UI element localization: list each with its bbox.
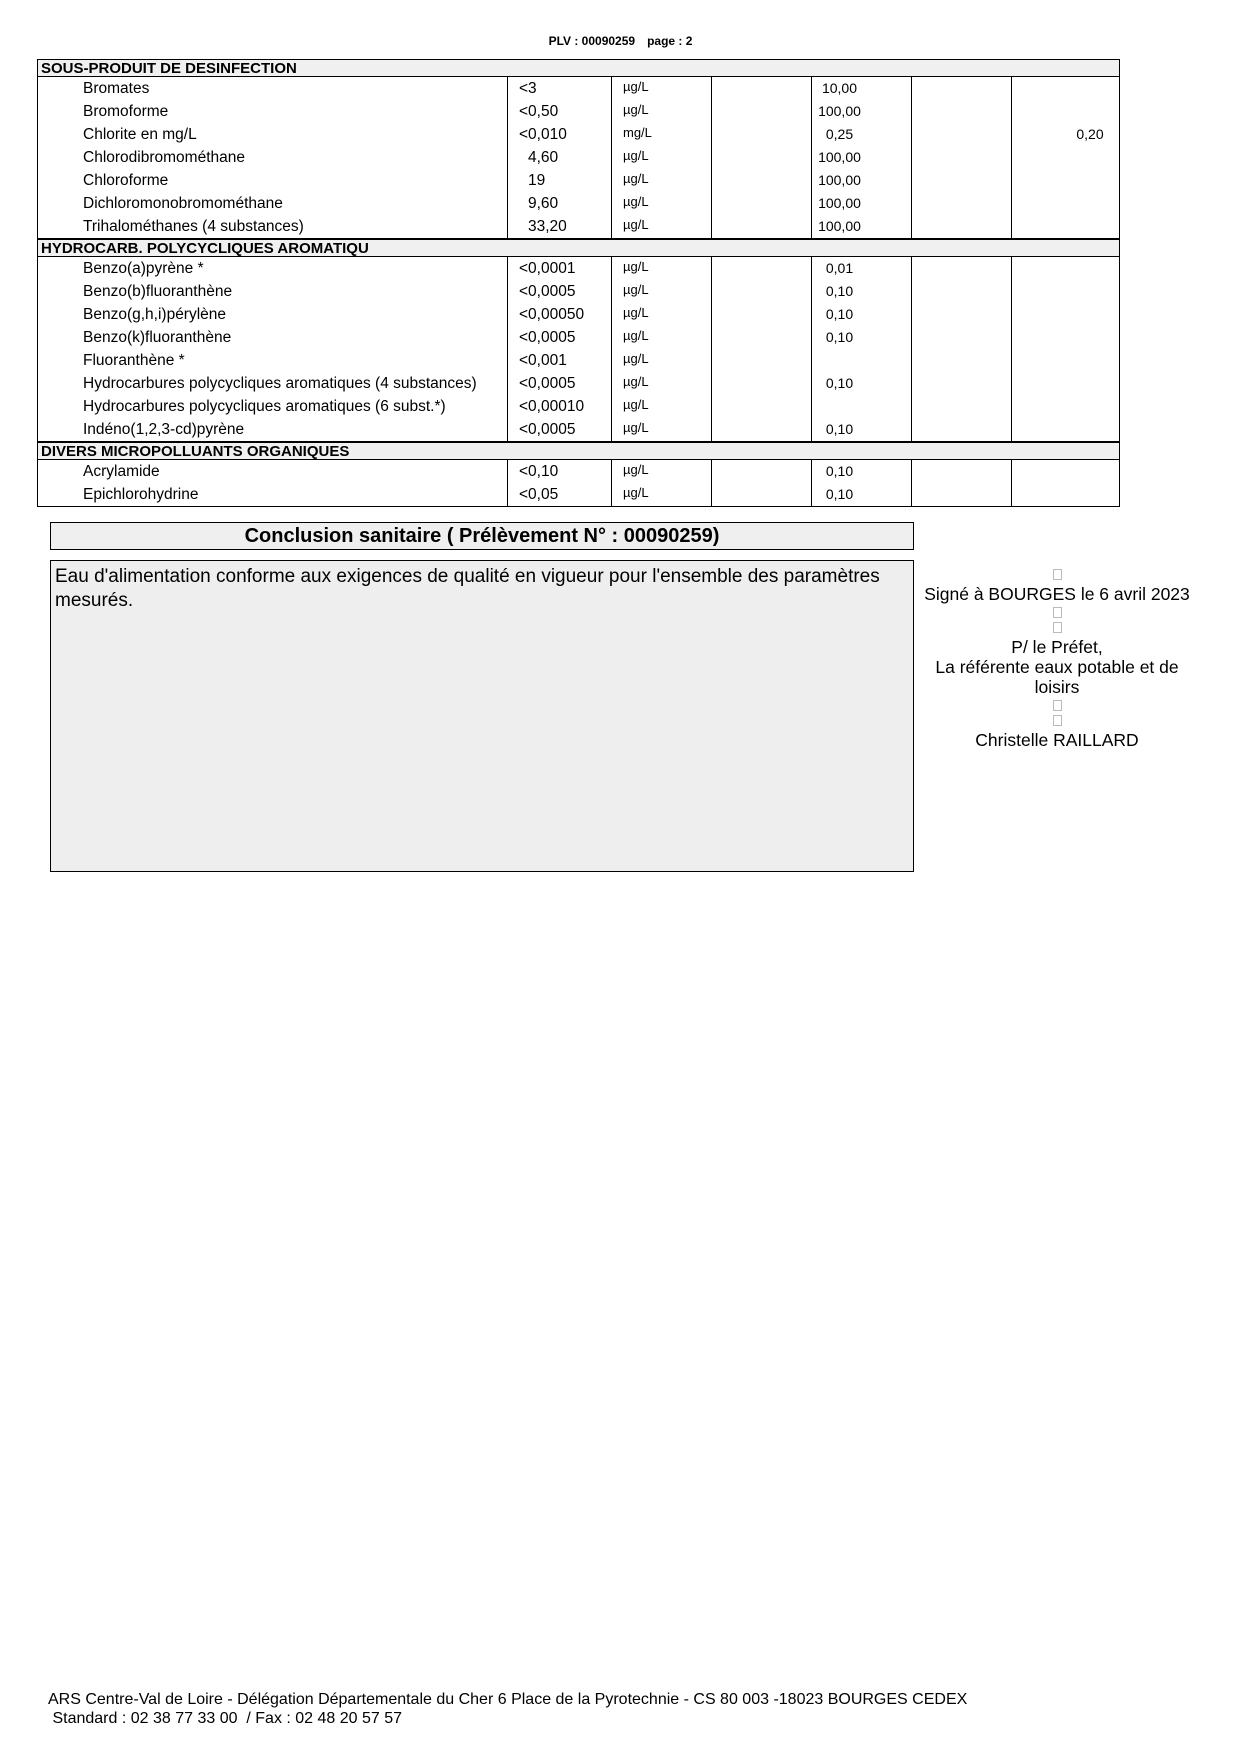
section-rows xyxy=(37,77,1120,239)
result-value: <0,00050 xyxy=(519,306,585,323)
result-value: <0,50 xyxy=(519,103,559,120)
result-value: <0,010 xyxy=(519,126,567,143)
placeholder-glyph-icon xyxy=(1053,700,1062,711)
footer-contact: Standard : 02 38 77 33 00 / Fax : 02 48 20 57 57 xyxy=(48,1710,403,1727)
table-row xyxy=(38,303,1119,326)
signature-for: P/ le Préfet, xyxy=(1011,637,1103,657)
conclusion-title: Conclusion sanitaire ( Prélèvement N° : 00090259) xyxy=(50,522,914,550)
table-row xyxy=(38,372,1119,395)
table-row xyxy=(38,280,1119,303)
quality-limit: 100,00 xyxy=(818,103,861,119)
quality-limit: 0,10 xyxy=(825,486,854,502)
quality-limit: 0,10 xyxy=(825,463,854,479)
quality-limit: 10,00 xyxy=(821,80,858,96)
placeholder-glyph-icon xyxy=(1053,715,1062,726)
result-value: <0,0001 xyxy=(519,260,576,277)
unit: µg/L xyxy=(623,102,649,117)
result-value: <0,10 xyxy=(519,463,559,480)
quality-limit: 0,01 xyxy=(825,260,854,276)
table-row xyxy=(38,257,1119,280)
plv-number: PLV : 00090259 xyxy=(548,34,636,48)
table-row xyxy=(38,215,1119,238)
unit: µg/L xyxy=(623,374,649,389)
table-row xyxy=(38,418,1119,441)
result-value: <0,0005 xyxy=(519,283,576,300)
results-table xyxy=(37,59,1120,507)
parameter-name: Benzo(a)pyrène * xyxy=(83,260,204,277)
signature-role: La référente eaux potable et de loisirs xyxy=(935,657,1179,697)
unit: µg/L xyxy=(623,397,649,412)
page-footer xyxy=(48,1690,967,1728)
result-value: <0,001 xyxy=(519,352,567,369)
table-row xyxy=(38,77,1119,100)
parameter-name: Dichloromonobromométhane xyxy=(83,195,283,212)
table-row xyxy=(38,100,1119,123)
result-value: 4,60 xyxy=(528,149,559,166)
result-value: 9,60 xyxy=(528,195,559,212)
quality-limit: 100,00 xyxy=(818,172,861,188)
section-header: SOUS-PRODUIT DE DESINFECTION xyxy=(37,59,1120,77)
parameter-name: Chlorodibromométhane xyxy=(83,149,245,166)
quality-limit: 0,10 xyxy=(825,421,854,437)
parameter-name: Indéno(1,2,3-cd)pyrène xyxy=(83,421,245,438)
quality-limit: 0,25 xyxy=(825,126,854,142)
unit: µg/L xyxy=(623,171,649,186)
result-value: <0,0005 xyxy=(519,329,576,346)
unit: mg/L xyxy=(623,125,652,140)
quality-limit: 100,00 xyxy=(818,218,861,234)
conclusion-text: Eau d'alimentation conforme aux exigences de qualité en vigueur pour l'ensemble des paramètres mesurés. xyxy=(50,560,914,872)
signature-block xyxy=(912,566,1202,750)
unit: µg/L xyxy=(623,148,649,163)
parameter-name: Benzo(k)fluoranthène xyxy=(83,329,232,346)
parameter-name: Benzo(b)fluoranthène xyxy=(83,283,233,300)
result-value: <0,05 xyxy=(519,486,559,503)
placeholder-glyph-icon xyxy=(1053,622,1062,633)
placeholder-glyph-icon xyxy=(1053,569,1062,580)
unit: µg/L xyxy=(623,462,649,477)
quality-limit: 0,10 xyxy=(825,306,854,322)
quality-reference: 0,20 xyxy=(1076,126,1104,142)
table-row xyxy=(38,349,1119,372)
parameter-name: Trihalométhanes (4 substances) xyxy=(83,218,304,235)
table-row xyxy=(38,192,1119,215)
table-row xyxy=(38,395,1119,418)
unit: µg/L xyxy=(623,194,649,209)
table-row xyxy=(38,326,1119,349)
signed-place-date: Signé à BOURGES le 6 avril 2023 xyxy=(924,584,1190,604)
quality-limit: 0,10 xyxy=(825,283,854,299)
table-row xyxy=(38,123,1119,146)
quality-limit: 0,10 xyxy=(825,375,854,391)
section-header: HYDROCARB. POLYCYCLIQUES AROMATIQU xyxy=(37,239,1120,257)
section-rows xyxy=(37,460,1120,507)
unit: µg/L xyxy=(623,328,649,343)
parameter-name: Bromoforme xyxy=(83,103,169,120)
result-value: <0,0005 xyxy=(519,375,576,392)
unit: µg/L xyxy=(623,217,649,232)
result-value: <3 xyxy=(519,80,537,97)
parameter-name: Hydrocarbures polycycliques aromatiques (4 substances) xyxy=(83,375,477,392)
quality-limit: 0,10 xyxy=(825,329,854,345)
unit: µg/L xyxy=(623,305,649,320)
result-value: <0,0005 xyxy=(519,421,576,438)
section-header: DIVERS MICROPOLLUANTS ORGANIQUES xyxy=(37,442,1120,460)
parameter-name: Fluoranthène * xyxy=(83,352,185,369)
unit: µg/L xyxy=(623,351,649,366)
footer-address: ARS Centre-Val de Loire - Délégation Départementale du Cher 6 Place de la Pyrotechnie - CS 80 003 -18023 BOURGES CEDEX xyxy=(48,1691,968,1708)
result-value: <0,00010 xyxy=(519,398,585,415)
result-value: 33,20 xyxy=(528,218,567,235)
parameter-name: Benzo(g,h,i)pérylène xyxy=(83,306,227,323)
unit: µg/L xyxy=(623,282,649,297)
quality-limit: 100,00 xyxy=(818,195,861,211)
parameter-name: Acrylamide xyxy=(83,463,160,480)
unit: µg/L xyxy=(623,79,649,94)
table-row xyxy=(38,483,1119,506)
unit: µg/L xyxy=(623,420,649,435)
page-number: page : 2 xyxy=(647,34,693,48)
parameter-name: Epichlorohydrine xyxy=(83,486,199,503)
signatory-name: Christelle RAILLARD xyxy=(975,730,1139,750)
section-rows xyxy=(37,257,1120,442)
table-row xyxy=(38,169,1119,192)
quality-limit: 100,00 xyxy=(818,149,861,165)
parameter-name: Bromates xyxy=(83,80,150,97)
unit: µg/L xyxy=(623,485,649,500)
table-row xyxy=(38,146,1119,169)
placeholder-glyph-icon xyxy=(1053,607,1062,618)
table-row xyxy=(38,460,1119,483)
parameter-name: Chlorite en mg/L xyxy=(83,126,197,143)
result-value: 19 xyxy=(528,172,546,189)
parameter-name: Chloroforme xyxy=(83,172,169,189)
page-header xyxy=(0,34,1241,48)
unit: µg/L xyxy=(623,259,649,274)
parameter-name: Hydrocarbures polycycliques aromatiques (6 subst.*) xyxy=(83,398,446,415)
